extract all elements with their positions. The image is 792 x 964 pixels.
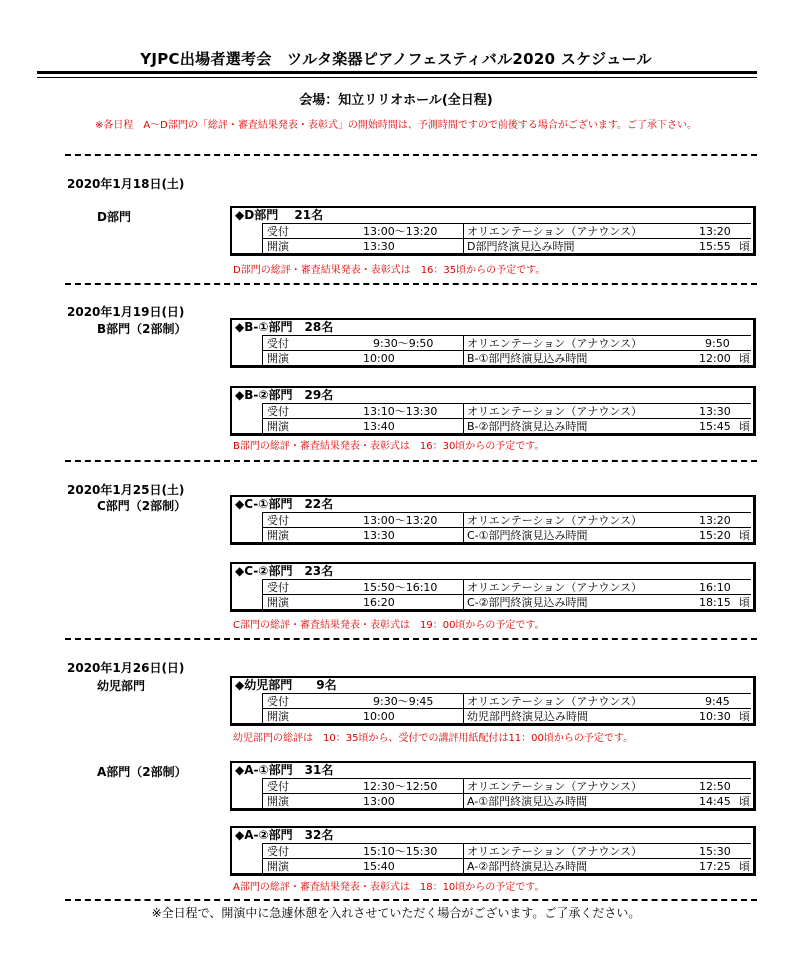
row-time: 13:00	[363, 795, 395, 808]
schedule-block	[230, 318, 756, 368]
row-time: 13:30	[363, 529, 395, 542]
timing-notice: ※各日程 A～D部門の「総評・審査結果発表・表彰式」の開始時間は、予測時間ですので前後する場合がございます。ご了承下さい。	[94, 120, 698, 131]
performance-row	[262, 350, 751, 366]
row-event-time: 17:25	[699, 860, 731, 873]
schedule-block	[230, 562, 756, 612]
department-label: D部門	[97, 210, 131, 224]
row-event: B-①部門終演見込み時間	[463, 351, 587, 366]
date-heading: 2020年1月25日(土)	[67, 483, 185, 497]
section-divider	[65, 899, 757, 901]
block-title: ◆B-②部門 29名	[235, 388, 334, 402]
reception-row	[262, 693, 751, 709]
row-time: 13:00～13:20	[363, 514, 438, 527]
row-event-time: 13:30	[699, 405, 731, 418]
row-label: 開演	[267, 529, 289, 542]
row-event: オリエンテーション（アナウンス）	[463, 336, 642, 351]
row-event: オリエンテーション（アナウンス）	[463, 844, 642, 859]
schedule-block	[230, 761, 756, 811]
row-suffix: 頃	[739, 420, 750, 433]
row-event: オリエンテーション（アナウンス）	[463, 779, 642, 794]
row-event: オリエンテーション（アナウンス）	[463, 224, 642, 239]
block-title: ◆幼児部門 9名	[235, 678, 337, 692]
department-label: C部門（2部制）	[97, 499, 187, 513]
row-time: 9:30～9:45	[373, 695, 434, 708]
title-rule-thick	[37, 71, 757, 74]
performance-row	[262, 418, 751, 434]
reception-row	[262, 579, 751, 595]
schedule-block	[230, 826, 756, 876]
row-event-time: 15:55	[699, 240, 731, 253]
row-label: 受付	[267, 581, 289, 594]
row-label: 受付	[267, 337, 289, 350]
row-suffix: 頃	[739, 710, 750, 723]
row-event-time: 14:45	[699, 795, 731, 808]
row-event-time: 13:20	[699, 225, 731, 238]
page-title: YJPC出場者選考会 ツルタ楽器ピアノフェスティバル2020 スケジュール	[140, 50, 652, 68]
row-suffix: 頃	[739, 352, 750, 365]
row-time: 15:40	[363, 860, 395, 873]
row-label: 受付	[267, 225, 289, 238]
row-event: B-②部門終演見込み時間	[463, 419, 587, 434]
row-event: オリエンテーション（アナウンス）	[463, 404, 642, 419]
reception-row	[262, 335, 751, 351]
performance-row	[262, 858, 751, 874]
ceremony-note: A部門の総評・審査結果発表・表彰式は 18：10頃からの予定です。	[233, 882, 545, 893]
row-time: 15:10～15:30	[363, 845, 438, 858]
reception-row	[262, 512, 751, 528]
block-title: ◆A-②部門 32名	[235, 828, 334, 842]
performance-row	[262, 594, 751, 610]
row-event-time: 9:50	[705, 337, 730, 350]
block-title: ◆B-①部門 28名	[235, 320, 334, 334]
schedule-block	[230, 386, 756, 436]
ceremony-note: B部門の総評・審査結果発表・表彰式は 16：30頃からの予定です。	[233, 441, 545, 452]
department-label: B部門（2部制）	[97, 322, 187, 336]
row-event-time: 12:00	[699, 352, 731, 365]
venue-heading: 会場：知立リリオホール(全日程)	[299, 93, 493, 108]
row-suffix: 頃	[739, 240, 750, 253]
schedule-block	[230, 676, 756, 726]
row-time: 10:00	[363, 710, 395, 723]
row-label: 開演	[267, 860, 289, 873]
performance-row	[262, 527, 751, 543]
reception-row	[262, 778, 751, 794]
row-event: 幼児部門終演見込み時間	[463, 709, 588, 724]
row-time: 13:10～13:30	[363, 405, 438, 418]
row-label: 受付	[267, 780, 289, 793]
row-event-time: 15:30	[699, 845, 731, 858]
row-event: A-①部門終演見込み時間	[463, 794, 587, 809]
row-suffix: 頃	[739, 860, 750, 873]
schedule-block	[230, 495, 756, 545]
row-event: オリエンテーション（アナウンス）	[463, 694, 642, 709]
reception-row	[262, 843, 751, 859]
row-time: 16:20	[363, 596, 395, 609]
row-event-time: 13:20	[699, 514, 731, 527]
row-event: D部門終演見込み時間	[463, 239, 574, 254]
row-label: 受付	[267, 405, 289, 418]
ceremony-note: C部門の総評・審査結果発表・表彰式は 19：00頃からの予定です。	[233, 620, 545, 631]
block-title: ◆C-①部門 22名	[235, 497, 334, 511]
performance-row	[262, 793, 751, 809]
row-event-time: 10:30	[699, 710, 731, 723]
performance-row	[262, 708, 751, 724]
date-heading: 2020年1月26日(日)	[67, 661, 185, 675]
row-time: 13:30	[363, 240, 395, 253]
row-suffix: 頃	[739, 529, 750, 542]
row-label: 開演	[267, 420, 289, 433]
footer-note: ※全日程で、開演中に急遽休憩を入れさせていただく場合がございます。ご了承ください。	[151, 906, 641, 920]
department-label: 幼児部門	[97, 679, 146, 693]
performance-row	[262, 238, 751, 254]
row-event: オリエンテーション（アナウンス）	[463, 513, 642, 528]
row-event-time: 15:20	[699, 529, 731, 542]
row-event-time: 15:45	[699, 420, 731, 433]
row-event: オリエンテーション（アナウンス）	[463, 580, 642, 595]
row-event-time: 18:15	[699, 596, 731, 609]
row-time: 12:30～12:50	[363, 780, 438, 793]
block-title: ◆D部門 21名	[235, 208, 324, 222]
row-event: C-①部門終演見込み時間	[463, 528, 588, 543]
row-time: 13:40	[363, 420, 395, 433]
ceremony-note: 幼児部門の総評は 10：35頃から、受付での講評用紙配付は11：00頃からの予定です。	[233, 733, 634, 744]
date-heading: 2020年1月19日(日)	[67, 305, 185, 319]
section-divider	[65, 638, 757, 640]
ceremony-note: D部門の総評・審査結果発表・表彰式は 16：35頃からの予定です。	[233, 265, 546, 276]
row-event-time: 16:10	[699, 581, 731, 594]
row-label: 開演	[267, 795, 289, 808]
department-label: A部門（2部制）	[97, 765, 187, 779]
row-label: 開演	[267, 240, 289, 253]
section-divider	[65, 154, 757, 156]
schedule-block	[230, 206, 756, 256]
section-divider	[65, 283, 757, 285]
block-title: ◆C-②部門 23名	[235, 564, 334, 578]
date-heading: 2020年1月18日(土)	[67, 177, 185, 191]
row-label: 受付	[267, 695, 289, 708]
reception-row	[262, 403, 751, 419]
row-label: 開演	[267, 352, 289, 365]
section-divider	[65, 460, 757, 462]
row-label: 開演	[267, 710, 289, 723]
row-label: 受付	[267, 845, 289, 858]
row-label: 開演	[267, 596, 289, 609]
title-rule-thin	[37, 77, 757, 78]
row-time: 13:00～13:20	[363, 225, 438, 238]
row-label: 受付	[267, 514, 289, 527]
row-suffix: 頃	[739, 596, 750, 609]
row-event-time: 9:45	[705, 695, 730, 708]
row-event: C-②部門終演見込み時間	[463, 595, 588, 610]
row-time: 10:00	[363, 352, 395, 365]
row-suffix: 頃	[739, 795, 750, 808]
row-time: 15:50～16:10	[363, 581, 438, 594]
row-time: 9:30～9:50	[373, 337, 434, 350]
reception-row	[262, 223, 751, 239]
row-event-time: 12:50	[699, 780, 731, 793]
row-event: A-②部門終演見込み時間	[463, 859, 587, 874]
block-title: ◆A-①部門 31名	[235, 763, 334, 777]
